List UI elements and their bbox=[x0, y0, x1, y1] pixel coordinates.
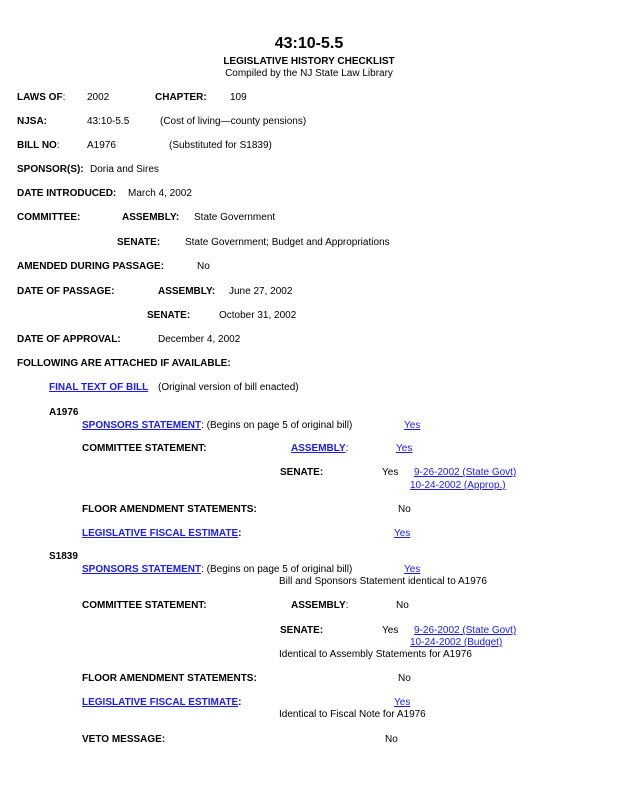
compiled-by: Compiled by the NJ State Law Library bbox=[225, 68, 393, 79]
date-of-approval-value: December 4, 2002 bbox=[158, 334, 241, 345]
passage-assembly-label: ASSEMBLY: bbox=[158, 286, 216, 297]
s1839-sponsors-statement-link[interactable]: SPONSORS STATEMENT bbox=[82, 564, 202, 575]
s1839-fiscal-colon: : bbox=[238, 697, 242, 708]
final-text-of-bill-link[interactable]: FINAL TEXT OF BILL bbox=[49, 382, 149, 393]
laws-of-value: 2002 bbox=[87, 92, 110, 103]
committee-assembly-value: State Government bbox=[194, 212, 276, 223]
sponsors-value: Doria and Sires bbox=[90, 164, 159, 175]
bill-no-colon: : bbox=[56, 140, 60, 151]
s1839-sponsors-yes-link[interactable]: Yes bbox=[404, 564, 421, 575]
veto-message-value: No bbox=[385, 734, 398, 745]
committee-label: COMMITTEE: bbox=[17, 212, 81, 223]
a1976-label: A1976 bbox=[49, 407, 79, 418]
attached-heading: FOLLOWING ARE ATTACHED IF AVAILABLE: bbox=[17, 358, 231, 369]
s1839-assembly-colon: : bbox=[345, 600, 349, 611]
veto-message-label: VETO MESSAGE: bbox=[82, 734, 166, 745]
passage-senate-label: SENATE: bbox=[147, 310, 191, 321]
s1839-fiscal-estimate-link[interactable]: LEGISLATIVE FISCAL ESTIMATE bbox=[82, 697, 239, 708]
amended-value: No bbox=[197, 261, 210, 272]
s1839-senate-identical: Identical to Assembly Statements for A1976 bbox=[279, 649, 472, 660]
committee-senate-value: State Government; Budget and Appropriations bbox=[185, 237, 390, 248]
date-of-passage-label: DATE OF PASSAGE: bbox=[17, 286, 115, 297]
s1839-fiscal-identical: Identical to Fiscal Note for A1976 bbox=[279, 709, 426, 720]
a1976-sponsors-statement-link[interactable]: SPONSORS STATEMENT bbox=[82, 420, 202, 431]
s1839-fiscal-row bbox=[82, 697, 241, 709]
s1839-senate-value: Yes bbox=[382, 625, 399, 636]
njsa-note: (Cost of living—county pensions) bbox=[160, 116, 307, 127]
a1976-sponsors-yes-link[interactable]: Yes bbox=[404, 420, 421, 431]
committee-assembly-label: ASSEMBLY: bbox=[122, 212, 180, 223]
s1839-label: S1839 bbox=[49, 551, 78, 562]
a1976-senate-label: SENATE: bbox=[280, 467, 324, 478]
a1976-sponsors-note: : (Begins on page 5 of original bill) bbox=[201, 420, 353, 431]
page-title: 43:10-5.5 bbox=[274, 35, 344, 52]
date-of-approval-label: DATE OF APPROVAL: bbox=[17, 334, 121, 345]
sponsors-label: SPONSOR(S): bbox=[17, 164, 84, 175]
a1976-assembly-row bbox=[291, 443, 348, 455]
njsa-label: NJSA: bbox=[17, 116, 48, 127]
a1976-committee-label: COMMITTEE STATEMENT: bbox=[82, 443, 207, 454]
amended-label: AMENDED DURING PASSAGE: bbox=[17, 261, 165, 272]
a1976-fiscal-colon: : bbox=[238, 528, 242, 539]
s1839-fiscal-yes-link[interactable]: Yes bbox=[394, 697, 411, 708]
a1976-assembly-link[interactable]: ASSEMBLY bbox=[291, 443, 346, 454]
bill-no-value: A1976 bbox=[87, 140, 116, 151]
bill-no-label: BILL NO bbox=[17, 140, 57, 151]
a1976-fiscal-estimate-link[interactable]: LEGISLATIVE FISCAL ESTIMATE bbox=[82, 528, 239, 539]
s1839-senate-label: SENATE: bbox=[280, 625, 324, 636]
a1976-assembly-yes-link[interactable]: Yes bbox=[396, 443, 413, 454]
chapter-value: 109 bbox=[230, 92, 247, 103]
njsa-value: 43:10-5.5 bbox=[87, 116, 130, 127]
s1839-senate-link-budget[interactable]: 10-24-2002 (Budget) bbox=[410, 637, 503, 648]
a1976-floor-value: No bbox=[398, 504, 411, 515]
date-introduced-label: DATE INTRODUCED: bbox=[17, 188, 117, 199]
s1839-sponsors-row bbox=[82, 564, 352, 576]
final-text-note: (Original version of bill enacted) bbox=[158, 382, 299, 393]
s1839-assembly-label: ASSEMBLY bbox=[291, 600, 346, 611]
a1976-senate-link-state-govt[interactable]: 9-26-2002 (State Govt) bbox=[414, 467, 517, 478]
a1976-fiscal-yes-link[interactable]: Yes bbox=[394, 528, 411, 539]
a1976-senate-link-approp[interactable]: 10-24-2002 (Approp.) bbox=[410, 480, 506, 491]
s1839-floor-value: No bbox=[398, 673, 411, 684]
a1976-senate-value: Yes bbox=[382, 467, 399, 478]
a1976-assembly-colon: : bbox=[345, 443, 349, 454]
committee-senate-label: SENATE: bbox=[117, 237, 161, 248]
chapter-label: CHAPTER: bbox=[155, 92, 207, 103]
a1976-floor-label: FLOOR AMENDMENT STATEMENTS: bbox=[82, 504, 257, 515]
s1839-floor-label: FLOOR AMENDMENT STATEMENTS: bbox=[82, 673, 257, 684]
s1839-sponsors-note: : (Begins on page 5 of original bill) bbox=[201, 564, 353, 575]
s1839-committee-label: COMMITTEE STATEMENT: bbox=[82, 600, 207, 611]
passage-assembly-value: June 27, 2002 bbox=[229, 286, 293, 297]
date-introduced-value: March 4, 2002 bbox=[128, 188, 192, 199]
a1976-fiscal-row bbox=[82, 528, 241, 540]
laws-of-label: LAWS OF bbox=[17, 92, 63, 103]
s1839-sponsors-identical: Bill and Sponsors Statement identical to A1976 bbox=[279, 576, 487, 587]
passage-senate-value: October 31, 2002 bbox=[219, 310, 297, 321]
laws-of-colon: : bbox=[62, 92, 66, 103]
s1839-assembly-value: No bbox=[396, 600, 409, 611]
bill-no-note: (Substituted for S1839) bbox=[169, 140, 272, 151]
laws-of-label-wrap bbox=[17, 92, 65, 104]
a1976-sponsors-row bbox=[82, 420, 352, 432]
s1839-senate-link-state-govt[interactable]: 9-26-2002 (State Govt) bbox=[414, 625, 517, 636]
s1839-assembly-row bbox=[291, 600, 348, 612]
bill-no-label-wrap bbox=[17, 140, 60, 152]
checklist-subtitle: LEGISLATIVE HISTORY CHECKLIST bbox=[223, 56, 395, 67]
